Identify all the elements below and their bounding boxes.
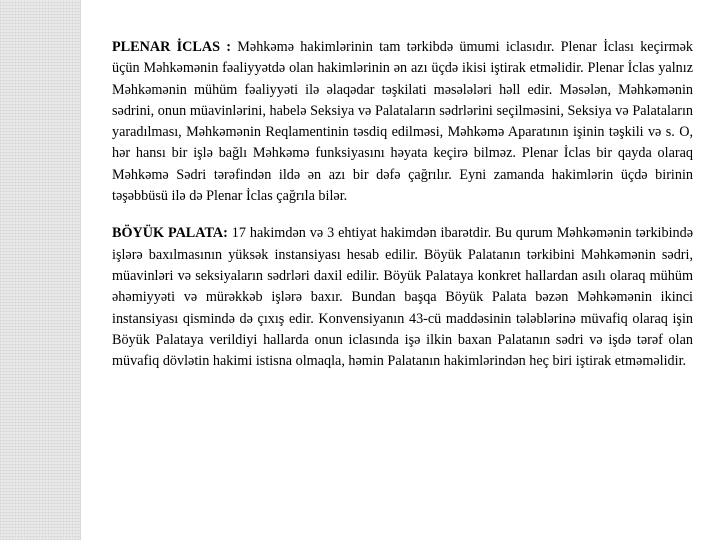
- term-boyuk-palata: BÖYÜK PALATA:: [112, 225, 228, 242]
- paragraph-plenar-iclas-text: Məhkəmə hakimlərinin tam tərkibdə ümumi iclasıdır. Plenar İclası keçirmək üçün Məhkəmənin fəaliyyətdə olan hakimlərinin ən azı üçdə ikisi iştirak etməlidir. Plenar İclas yalnız Məhkəmənin mühüm fəaliyyəti ilə əlaqədar təşkilati məsələləri həll edir. Məsələn, Məhkəmənin sədrini, onun müavinlərini, habelə Seksiya və Palataların sədrlərini seçilməsini, Seksiya və Palataların yaradılması, Məhkəmənin Reqlamentinin təsdiq edilməsi, Məhkəmə Aparatının işinin təşkili və s. O, hər hansı bir işlə bağlı Məhkəmə funksiyasını həyata keçirə bilməz. Plenar İclas bir qayda olaraq Məhkəmə Sədri tərəfindən ildə ən azı bir dəfə çağrılır. Eyni zamanda hakimlərin üçdə birinin təşəbbüsü ilə də Plenar İclas çağrıla bilər.: [112, 39, 693, 205]
- paragraph-plenar-iclas: [112, 37, 693, 207]
- paragraph-boyuk-palata: [112, 223, 693, 372]
- document-body: [112, 37, 693, 372]
- decorative-side-strip: [0, 0, 81, 540]
- paragraph-boyuk-palata-text: 17 hakimdən və 3 ehtiyat hakimdən ibarətdir. Bu qurum Məhkəmənin tərkibində işlərə baxılmasının yüksək instansiyası hesab edilir. Böyük Palatanın tərkibini Məhkəmənin sədri, müavinləri və seksiyaların sədrləri daxil edilir. Böyük Palataya konkret hallardan asılı olaraq mühüm əhəmiyyəti və mürəkkəb işlərə baxır. Bundan başqa Böyük Palata bəzən Məhkəmənin ikinci instansiyası qismində də çıxış edir. Konvensiyanın 43-cü maddəsinin tələblərinə müvafiq olaraq işin Böyük Palataya verildiyi hallarda onun iclasında işə ilkin baxan Palatanın sədri və işdə tərəf olan müvafiq dövlətin hakimi istisna olmaqla, həmin Palatanın hakimlərindən heç biri iştirak etməməlidir.: [112, 225, 693, 370]
- term-plenar-iclas: PLENAR İCLAS :: [112, 39, 231, 55]
